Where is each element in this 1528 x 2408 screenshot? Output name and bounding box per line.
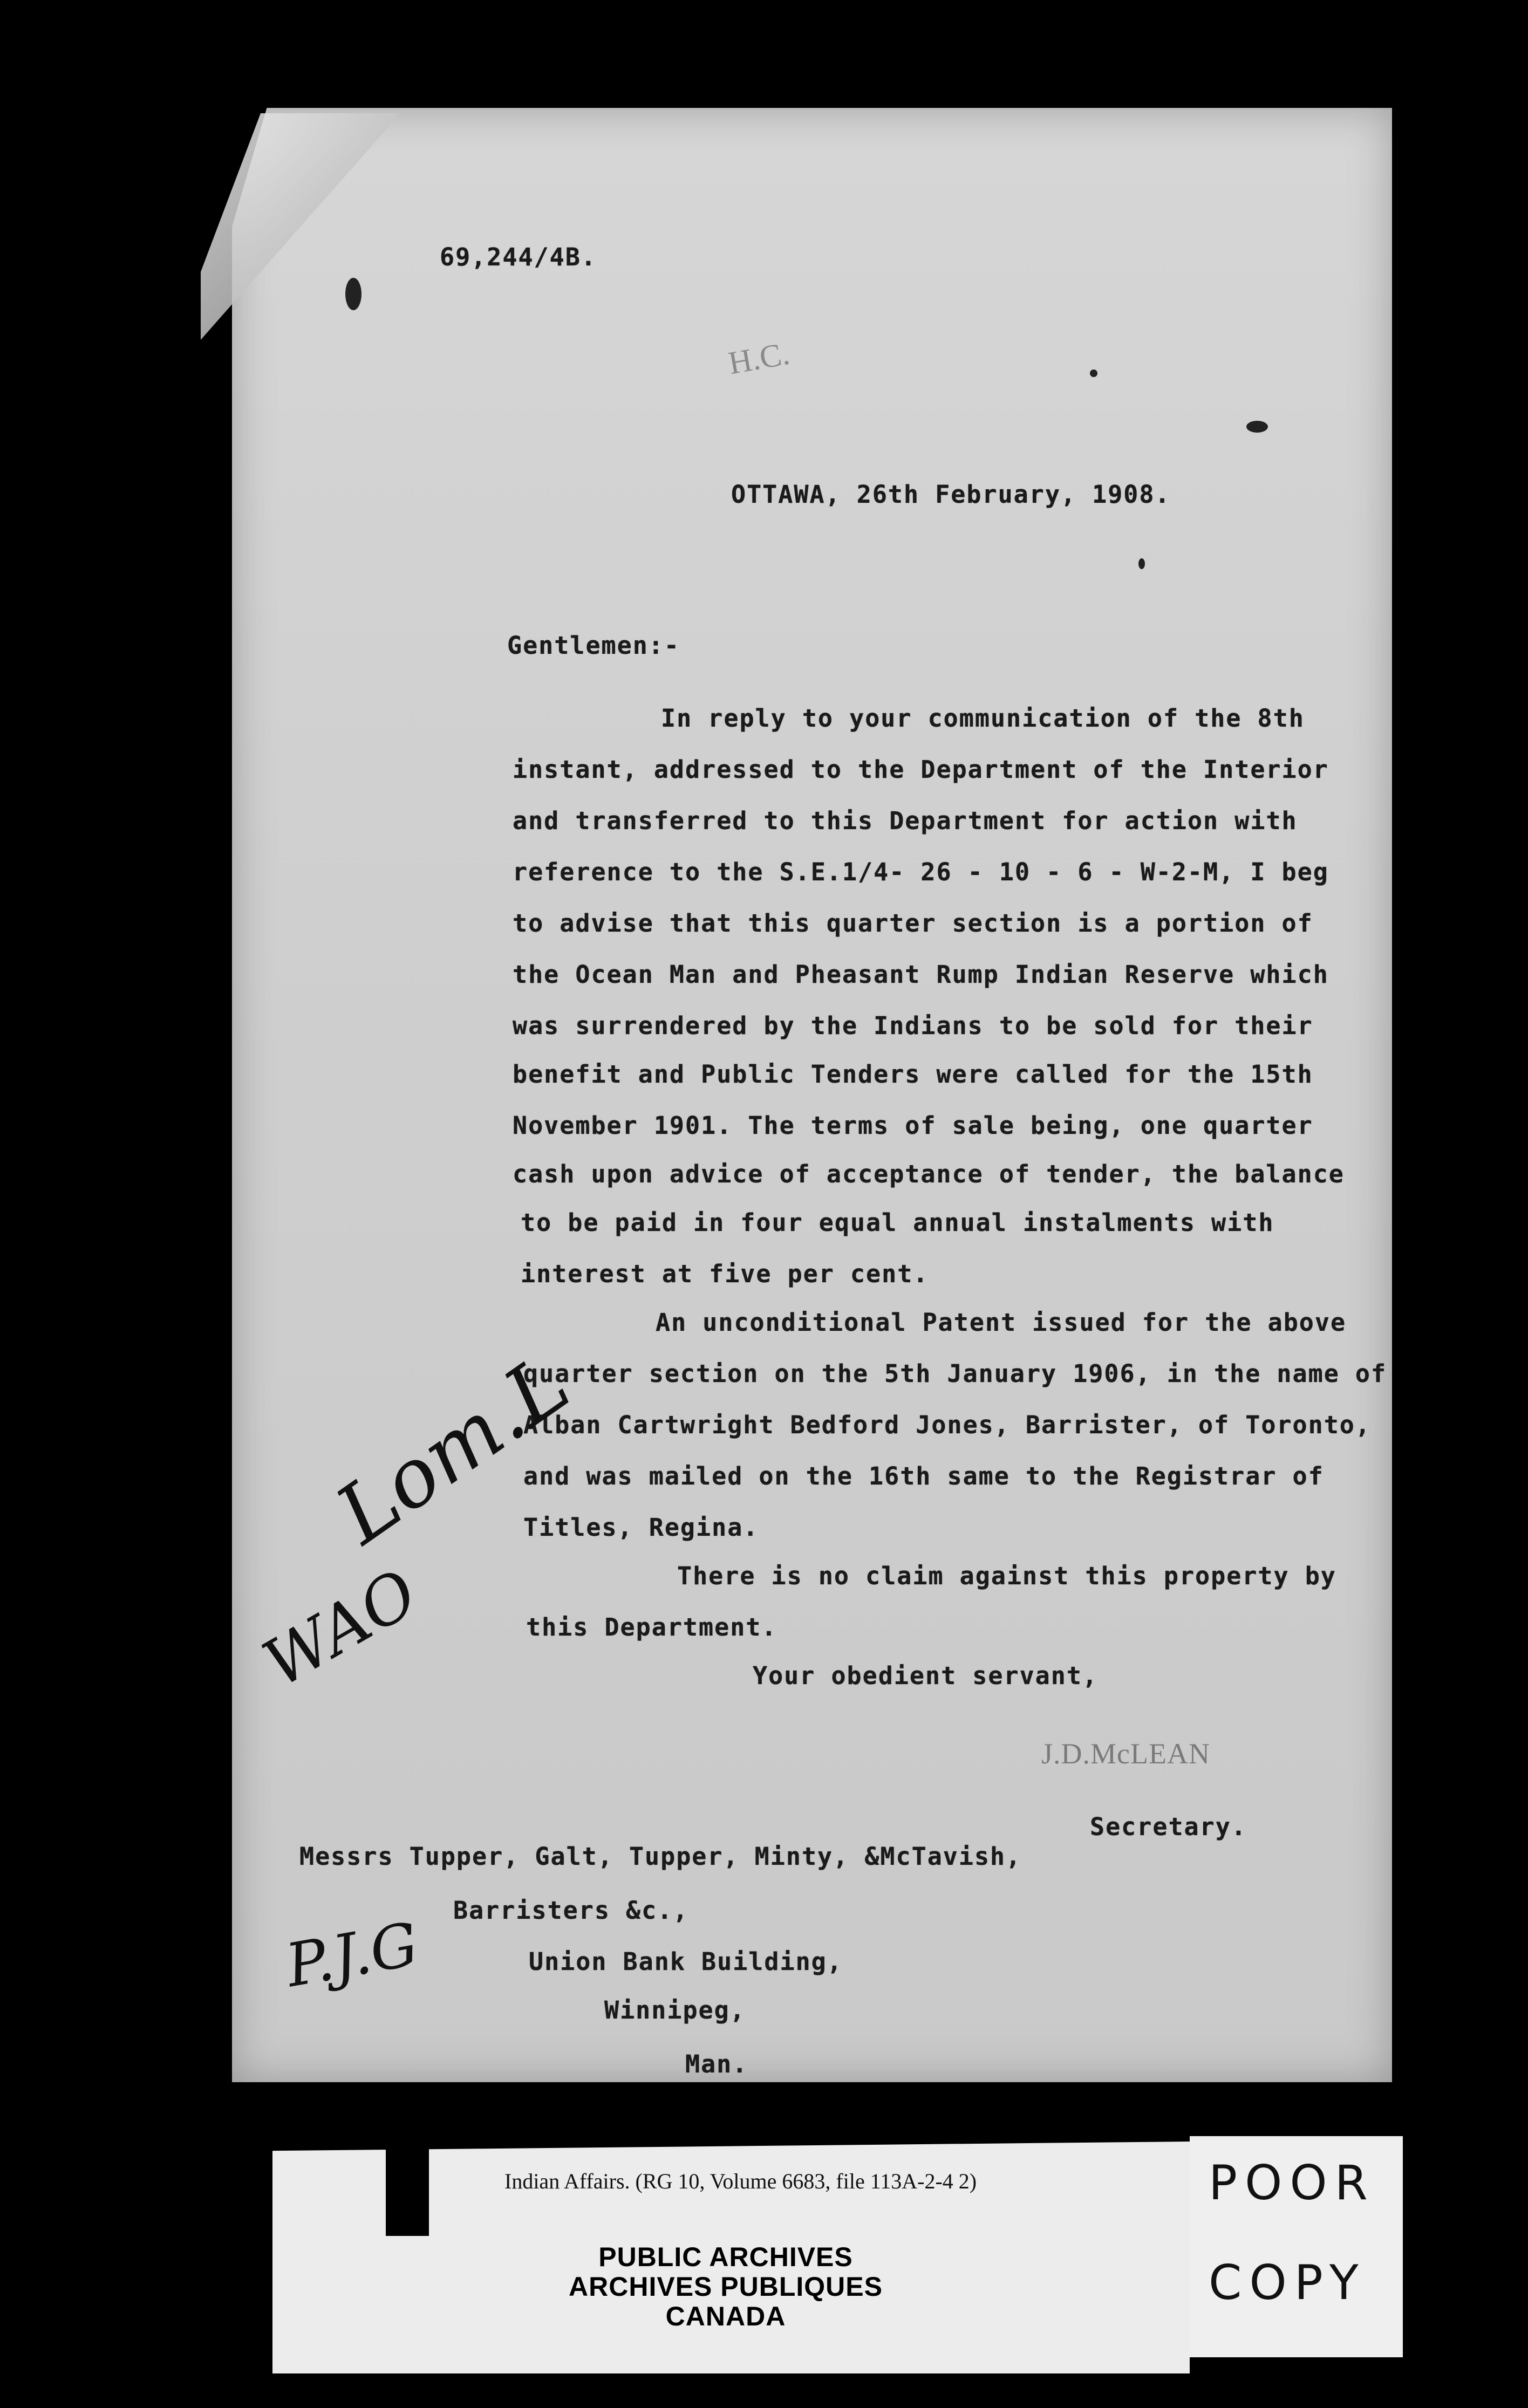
ink-mark — [1090, 370, 1097, 377]
body-line: benefit and Public Tenders were called for the 15th — [513, 1060, 1313, 1089]
body-line: There is no claim against this property by — [677, 1562, 1336, 1590]
address-line: Man. — [685, 2050, 748, 2078]
poor-copy-line: POOR — [1209, 2155, 1375, 2211]
archives-line: CANADA — [665, 2301, 786, 2331]
body-line: November 1901. The terms of sale being, one quarter — [513, 1111, 1313, 1140]
body-line: to advise that this quarter section is a portion of — [513, 909, 1313, 938]
handwritten-initials: WAO — [251, 1555, 430, 1702]
file-number: 69,244/4B. — [440, 243, 597, 271]
address-line: Winnipeg, — [604, 1996, 746, 2024]
label-notch — [386, 2133, 429, 2236]
closing: Your obedient servant, — [753, 1661, 1099, 1690]
body-line: In reply to your communication of the 8th — [661, 704, 1305, 733]
body-line: and transferred to this Department for action with — [513, 806, 1298, 835]
body-line: and was mailed on the 16th same to the Registrar of — [523, 1462, 1324, 1490]
address-line: Barristers &c., — [453, 1896, 689, 1925]
body-line: to be paid in four equal annual instalments with — [521, 1208, 1274, 1237]
body-line: Alban Cartwright Bedford Jones, Barrister, of Toronto, — [523, 1411, 1371, 1439]
body-line: reference to the S.E.1/4- 26 - 10 - 6 - W-2-M, I beg — [513, 858, 1329, 886]
poor-copy-line: COPY — [1209, 2255, 1366, 2310]
archive-reference: Indian Affairs. (RG 10, Volume 6683, file 113A-2-4 2) — [504, 2169, 977, 2193]
body-line: Titles, Regina. — [523, 1513, 759, 1542]
body-line: An unconditional Patent issued for the above — [656, 1308, 1347, 1337]
body-line: was surrendered by the Indians to be sold for their — [513, 1011, 1313, 1040]
ink-mark — [1246, 421, 1268, 433]
salutation: Gentlemen:- — [507, 631, 680, 660]
received-stamp: H.C. — [726, 335, 793, 381]
signature-stamp: J.D.McLEAN — [1041, 1737, 1210, 1770]
dateline: OTTAWA, 26th February, 1908. — [731, 480, 1171, 509]
address-line: Union Bank Building, — [529, 1947, 843, 1976]
ink-mark — [1138, 558, 1145, 569]
ink-mark — [345, 278, 361, 310]
body-line: the Ocean Man and Pheasant Rump Indian Reserve which — [513, 960, 1329, 989]
handwritten-initials: P.J.G — [281, 1909, 424, 2001]
letter-page — [232, 108, 1392, 2082]
body-line: this Department. — [526, 1613, 777, 1641]
body-line: quarter section on the 5th January 1906, in the name of — [523, 1359, 1387, 1388]
address-line: Messrs Tupper, Galt, Tupper, Minty, &McTavish, — [299, 1842, 1022, 1871]
archives-line: ARCHIVES PUBLIQUES — [569, 2272, 883, 2302]
archives-line: PUBLIC ARCHIVES — [598, 2242, 853, 2272]
body-line: instant, addressed to the Department of the Interior — [513, 755, 1329, 784]
body-line: cash upon advice of acceptance of tender, the balance — [513, 1160, 1345, 1188]
signatory-title: Secretary. — [1090, 1812, 1247, 1841]
handwritten-initials: Lom.L — [320, 1337, 586, 1562]
body-line: interest at five per cent. — [521, 1260, 929, 1288]
